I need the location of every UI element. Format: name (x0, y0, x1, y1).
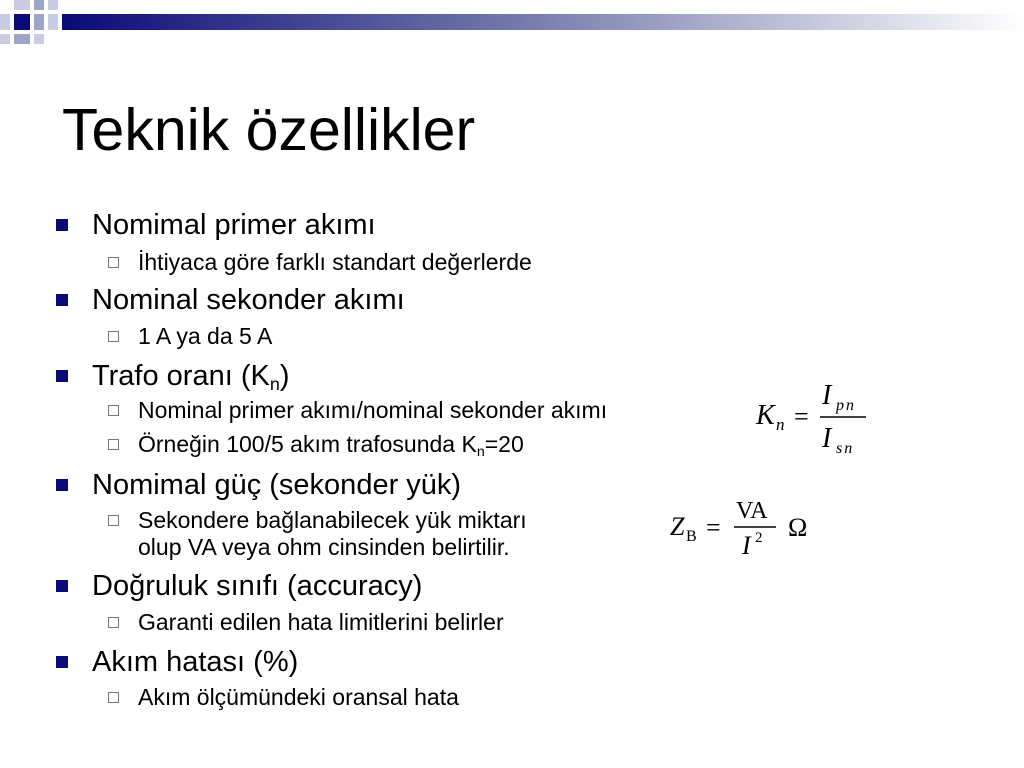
sub-bullet-box-icon (108, 257, 119, 268)
sub-bullet-box-icon (108, 405, 119, 416)
sub-bullet-box-icon (108, 692, 119, 703)
sub-bullet-burden-line1: Sekondere bağlanabilecek yük miktarı (138, 507, 527, 533)
label-text-end: ) (279, 360, 290, 392)
formula-equals: = (706, 513, 721, 542)
sub-bullet-secondary-values: 1 A ya da 5 A (138, 323, 273, 349)
bullet-square-icon (56, 479, 68, 491)
example-subscript: n (476, 443, 485, 460)
bullet-square-icon (56, 580, 68, 592)
sub-bullet-box-icon (108, 617, 119, 628)
sub-bullet-ratio-example (138, 431, 524, 458)
bullet-square-icon (56, 219, 68, 231)
bullet-transformer-ratio (92, 359, 290, 393)
formula-ohm-unit: Ω (788, 513, 808, 542)
bullet-square-icon (56, 656, 68, 668)
formula-denominator-i: I (742, 531, 751, 560)
bullet-square-icon (56, 370, 68, 382)
formula-denominator-sup: 2 (755, 530, 763, 546)
formula-equals: = (794, 402, 809, 431)
formula-z-sub: B (686, 528, 697, 545)
sub-bullet-current-error-desc: Akım ölçümündeki oransal hata (138, 684, 459, 710)
sub-bullet-burden-line2: olup VA veya ohm cinsinden belirtilir. (138, 534, 510, 560)
formula-denominator-sub: sn (836, 440, 855, 457)
formula-k: K (756, 400, 775, 431)
formula-denominator-i: I (822, 423, 832, 454)
label-text: Trafo oranı (K (92, 360, 270, 392)
sub-bullet-ratio-definition: Nominal primer akımı/nominal sekonder akımı (138, 397, 608, 423)
example-text: Örneğin 100/5 akım trafosunda K (138, 431, 477, 457)
burden-formula (664, 490, 824, 562)
sub-bullet-accuracy-desc: Garanti edilen hata limitlerini belirler (138, 609, 504, 635)
ratio-formula (748, 374, 878, 464)
example-text-end: =20 (484, 431, 524, 457)
sub-bullet-box-icon (108, 331, 119, 342)
formula-numerator-i: I (822, 380, 832, 411)
bullet-square-icon (56, 294, 68, 306)
bullet-nominal-power: Nomimal güç (sekonder yük) (92, 469, 462, 501)
sub-bullet-primary-values: İhtiyaca göre farklı standart değerlerde (138, 249, 532, 275)
formula-numerator-va: VA (736, 498, 768, 524)
bullet-current-error: Akım hatası (%) (92, 646, 299, 678)
slide-title: Teknik özellikler (62, 97, 476, 163)
formula-numerator-sub: pn (836, 397, 856, 414)
sub-bullet-box-icon (108, 515, 119, 526)
formula-k-sub: n (776, 415, 785, 434)
bullet-primary-current: Nomimal primer akımı (92, 209, 376, 241)
bullet-accuracy-class: Doğruluk sınıfı (accuracy) (92, 570, 423, 602)
sub-bullet-box-icon (108, 439, 119, 450)
bullet-secondary-current: Nominal sekonder akımı (92, 284, 405, 316)
label-subscript: n (269, 374, 280, 395)
formula-z: Z (670, 512, 685, 541)
